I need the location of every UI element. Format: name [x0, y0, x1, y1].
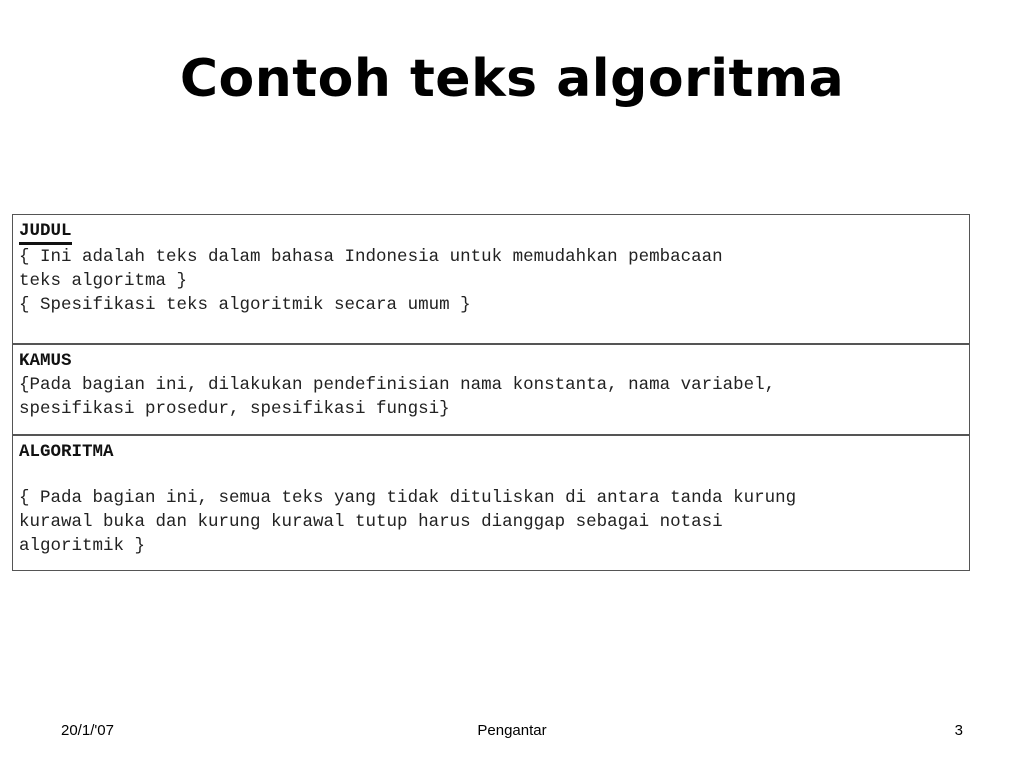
slide-title: Contoh teks algoritma: [179, 49, 845, 109]
section-line: {Pada bagian ini, dilakukan pendefinisian nama konstanta, nama variabel,: [19, 375, 776, 395]
section-line: { Pada bagian ini, semua teks yang tidak dituliskan di antara tanda kurung: [19, 488, 797, 508]
footer-title: Pengantar: [477, 722, 547, 739]
section-line: teks algoritma }: [19, 271, 188, 291]
section-line: algoritmik }: [19, 536, 146, 556]
section-line: { Ini adalah teks dalam bahasa Indonesia untuk memudahkan pembacaan: [19, 247, 723, 267]
section-line: { Spesifikasi teks algoritmik secara umum }: [19, 295, 471, 315]
section-kamus: [13, 343, 969, 434]
section-line: spesifikasi prosedur, spesifikasi fungsi}: [19, 399, 450, 419]
algorithm-text-box: [12, 214, 970, 571]
section-spacer: [19, 464, 963, 486]
page-number: 3: [954, 722, 963, 739]
section-algoritma: [13, 434, 969, 570]
footer-date: 20/1/'07: [61, 722, 114, 739]
section-heading-judul: JUDUL: [19, 221, 72, 245]
section-heading-kamus: KAMUS: [19, 351, 72, 371]
section-line: kurawal buka dan kurung kurawal tutup harus dianggap sebagai notasi: [19, 512, 723, 532]
section-heading-algoritma: ALGORITMA: [19, 442, 114, 462]
section-judul: [13, 215, 969, 343]
